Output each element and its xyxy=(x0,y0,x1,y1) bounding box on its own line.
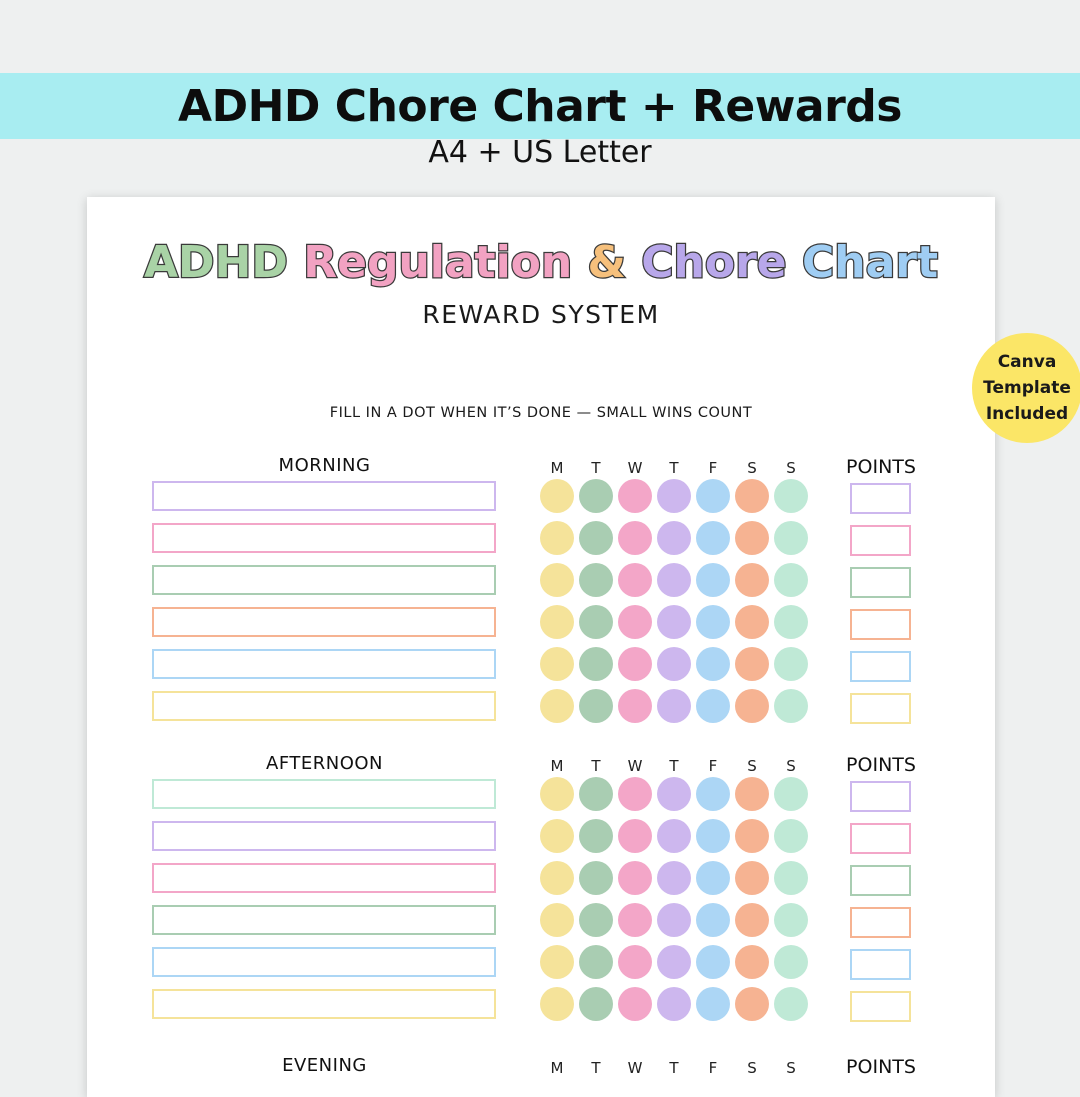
day-header: W xyxy=(627,1059,643,1077)
day-dot[interactable] xyxy=(696,479,730,513)
day-dot[interactable] xyxy=(579,987,613,1021)
day-dot[interactable] xyxy=(657,861,691,895)
day-dot[interactable] xyxy=(618,777,652,811)
day-dot[interactable] xyxy=(735,861,769,895)
day-dot[interactable] xyxy=(579,945,613,979)
day-dot[interactable] xyxy=(579,777,613,811)
sheet-title-word: ADHD xyxy=(143,237,288,288)
task-input[interactable] xyxy=(152,565,496,595)
day-dot[interactable] xyxy=(774,861,808,895)
chart-sheet xyxy=(87,197,995,1097)
badge-line: Canva xyxy=(997,352,1057,372)
points-input[interactable] xyxy=(850,949,911,980)
day-header: T xyxy=(591,1059,601,1077)
points-header: POINTS xyxy=(846,754,916,776)
day-dot[interactable] xyxy=(618,689,652,723)
sheet-title-word: Chart xyxy=(786,237,938,288)
task-input[interactable] xyxy=(152,607,496,637)
day-dot[interactable] xyxy=(735,903,769,937)
product-subtitle: A4 + US Letter xyxy=(428,135,652,170)
day-dot[interactable] xyxy=(618,479,652,513)
task-input[interactable] xyxy=(152,821,496,851)
day-dot[interactable] xyxy=(774,563,808,597)
points-input[interactable] xyxy=(850,781,911,812)
day-dot[interactable] xyxy=(774,605,808,639)
day-dot[interactable] xyxy=(735,987,769,1021)
day-dot[interactable] xyxy=(774,777,808,811)
day-dot[interactable] xyxy=(774,521,808,555)
day-dot[interactable] xyxy=(618,521,652,555)
day-dot[interactable] xyxy=(696,987,730,1021)
day-dot[interactable] xyxy=(618,647,652,681)
day-dot[interactable] xyxy=(579,861,613,895)
day-dot[interactable] xyxy=(696,647,730,681)
day-header: T xyxy=(669,1059,679,1077)
day-header: S xyxy=(786,459,796,477)
day-dot[interactable] xyxy=(696,777,730,811)
day-dot[interactable] xyxy=(618,945,652,979)
day-dot[interactable] xyxy=(657,689,691,723)
day-header: F xyxy=(708,1059,718,1077)
day-header: M xyxy=(550,1059,564,1077)
day-header: T xyxy=(591,757,601,775)
day-header: W xyxy=(627,757,643,775)
points-input[interactable] xyxy=(850,907,911,938)
day-dot[interactable] xyxy=(579,521,613,555)
day-header: T xyxy=(669,459,679,477)
points-input[interactable] xyxy=(850,865,911,896)
task-input[interactable] xyxy=(152,905,496,935)
points-input[interactable] xyxy=(850,567,911,598)
day-dot[interactable] xyxy=(774,689,808,723)
day-dot[interactable] xyxy=(657,987,691,1021)
day-dot[interactable] xyxy=(618,861,652,895)
day-dot[interactable] xyxy=(540,987,574,1021)
points-input[interactable] xyxy=(850,609,911,640)
day-dot[interactable] xyxy=(735,945,769,979)
day-header: F xyxy=(708,757,718,775)
sheet-title-word: Chore xyxy=(625,237,787,288)
day-dot[interactable] xyxy=(774,479,808,513)
task-input[interactable] xyxy=(152,691,496,721)
day-dot[interactable] xyxy=(618,563,652,597)
task-input[interactable] xyxy=(152,481,496,511)
points-input[interactable] xyxy=(850,991,911,1022)
day-dot[interactable] xyxy=(696,689,730,723)
day-dot[interactable] xyxy=(540,521,574,555)
canva-template-badge xyxy=(972,333,1080,443)
day-header: S xyxy=(747,1059,757,1077)
day-dot[interactable] xyxy=(774,819,808,853)
day-dot[interactable] xyxy=(540,605,574,639)
sheet-subtitle: REWARD SYSTEM xyxy=(422,300,660,329)
day-dot[interactable] xyxy=(696,903,730,937)
day-dot[interactable] xyxy=(696,521,730,555)
day-dot[interactable] xyxy=(618,819,652,853)
points-input[interactable] xyxy=(850,651,911,682)
points-input[interactable] xyxy=(850,693,911,724)
day-dot[interactable] xyxy=(657,563,691,597)
section-label: AFTERNOON xyxy=(266,753,383,774)
day-dot[interactable] xyxy=(579,563,613,597)
day-header: M xyxy=(550,757,564,775)
sheet-title-word: Regulation xyxy=(287,237,573,288)
day-header: S xyxy=(786,1059,796,1077)
day-dot[interactable] xyxy=(540,819,574,853)
day-dot[interactable] xyxy=(540,479,574,513)
day-dot[interactable] xyxy=(696,945,730,979)
day-header: F xyxy=(708,459,718,477)
product-title: ADHD Chore Chart + Rewards xyxy=(178,80,902,132)
day-header: S xyxy=(747,459,757,477)
task-input[interactable] xyxy=(152,989,496,1019)
day-dot[interactable] xyxy=(735,521,769,555)
instruction-text: FILL IN A DOT WHEN IT’S DONE — SMALL WINS COUNT xyxy=(329,405,753,421)
points-input[interactable] xyxy=(850,823,911,854)
day-dot[interactable] xyxy=(696,563,730,597)
day-dot[interactable] xyxy=(579,605,613,639)
day-dot[interactable] xyxy=(540,563,574,597)
task-input[interactable] xyxy=(152,947,496,977)
day-dot[interactable] xyxy=(774,647,808,681)
day-dot[interactable] xyxy=(579,903,613,937)
day-dot[interactable] xyxy=(657,945,691,979)
day-dot[interactable] xyxy=(735,689,769,723)
day-dot[interactable] xyxy=(579,647,613,681)
top-banner xyxy=(0,73,1080,139)
day-dot[interactable] xyxy=(735,605,769,639)
day-dot[interactable] xyxy=(540,945,574,979)
day-dot[interactable] xyxy=(540,689,574,723)
day-dot[interactable] xyxy=(735,819,769,853)
day-dot[interactable] xyxy=(657,479,691,513)
day-header: W xyxy=(627,459,643,477)
points-header: POINTS xyxy=(846,1056,916,1078)
day-dot[interactable] xyxy=(540,777,574,811)
day-dot[interactable] xyxy=(774,945,808,979)
day-dot[interactable] xyxy=(657,777,691,811)
day-header: S xyxy=(747,757,757,775)
day-dot[interactable] xyxy=(618,987,652,1021)
day-dot[interactable] xyxy=(657,521,691,555)
badge-line: Included xyxy=(985,404,1069,424)
day-dot[interactable] xyxy=(540,861,574,895)
task-input[interactable] xyxy=(152,523,496,553)
day-dot[interactable] xyxy=(540,647,574,681)
day-dot[interactable] xyxy=(657,647,691,681)
day-dot[interactable] xyxy=(735,479,769,513)
day-dot[interactable] xyxy=(735,777,769,811)
day-dot[interactable] xyxy=(657,819,691,853)
day-dot[interactable] xyxy=(618,903,652,937)
day-dot[interactable] xyxy=(579,479,613,513)
day-dot[interactable] xyxy=(774,987,808,1021)
section-label: EVENING xyxy=(282,1055,367,1076)
day-dot[interactable] xyxy=(657,605,691,639)
day-dot[interactable] xyxy=(696,861,730,895)
task-input[interactable] xyxy=(152,779,496,809)
day-dot[interactable] xyxy=(540,903,574,937)
day-dot[interactable] xyxy=(657,903,691,937)
task-input[interactable] xyxy=(152,649,496,679)
points-header: POINTS xyxy=(846,456,916,478)
day-dot[interactable] xyxy=(735,647,769,681)
points-input[interactable] xyxy=(850,483,911,514)
sheet-title-word: & xyxy=(572,237,626,288)
day-dot[interactable] xyxy=(579,819,613,853)
day-header: T xyxy=(591,459,601,477)
task-input[interactable] xyxy=(152,863,496,893)
day-header: M xyxy=(550,459,564,477)
day-dot[interactable] xyxy=(696,605,730,639)
day-header: T xyxy=(669,757,679,775)
day-dot[interactable] xyxy=(774,903,808,937)
day-dot[interactable] xyxy=(696,819,730,853)
badge-line: Template xyxy=(983,378,1071,398)
points-input[interactable] xyxy=(850,525,911,556)
sheet-title xyxy=(87,237,995,288)
section-label: MORNING xyxy=(278,455,371,476)
day-header: S xyxy=(786,757,796,775)
day-dot[interactable] xyxy=(579,689,613,723)
day-dot[interactable] xyxy=(618,605,652,639)
day-dot[interactable] xyxy=(735,563,769,597)
